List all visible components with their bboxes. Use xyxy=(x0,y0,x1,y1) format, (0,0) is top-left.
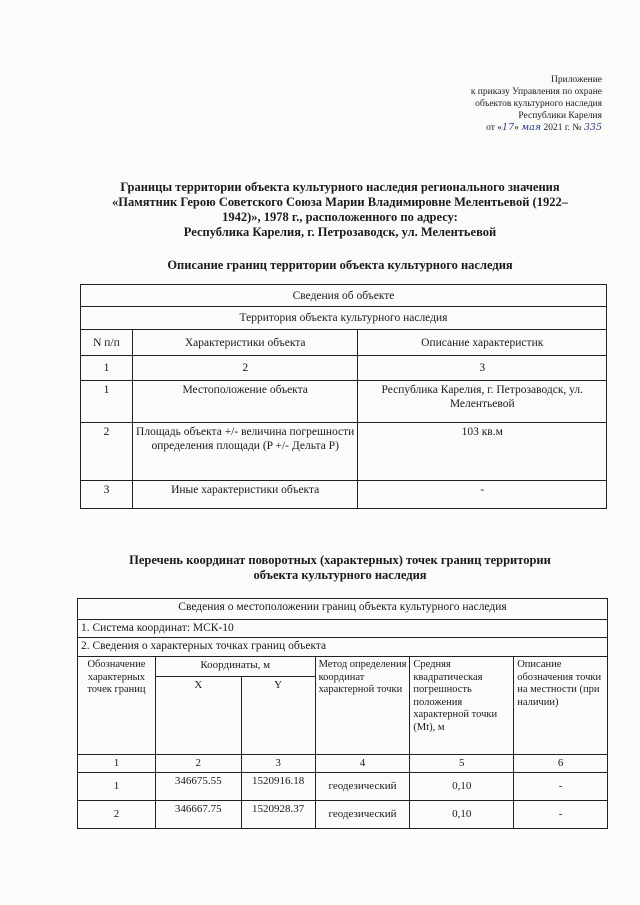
point-method: геодезический xyxy=(315,773,410,801)
appendix-block xyxy=(382,74,602,134)
row-description: Республика Карелия, г. Петрозаводск, ул. Мелентьевой xyxy=(358,381,607,423)
title-line: Республика Карелия, г. Петрозаводск, ул. Мелентьевой xyxy=(183,225,497,239)
section-subtitle: Описание границ территории объекта культурного наследия xyxy=(167,258,513,272)
title-line: Границы территории объекта культурного наследия регионального значения xyxy=(120,180,560,194)
date-year: 2021 г. № xyxy=(541,123,584,133)
point-x: 346667.75 xyxy=(155,801,241,829)
date-month: мая xyxy=(521,122,542,133)
table-row xyxy=(81,381,607,423)
order-number: 335 xyxy=(583,122,602,133)
appendix-line: к приказу Управления по охране xyxy=(470,87,602,97)
point-accuracy: 0,10 xyxy=(410,801,514,829)
object-info-table xyxy=(80,284,607,509)
points-info-header: 2. Сведения о характерных точках границ объекта xyxy=(78,638,608,657)
table-row xyxy=(78,801,608,829)
row-number: 1 xyxy=(81,381,133,423)
point-y: 1520928.37 xyxy=(241,801,315,829)
column-header-coordinates: Координаты, м xyxy=(155,657,315,677)
row-characteristic: Местоположение объекта xyxy=(132,381,358,423)
column-header-y: Y xyxy=(241,677,315,755)
row-characteristic: Иные характеристики объекта xyxy=(132,481,358,509)
row-description: 103 кв.м xyxy=(358,423,607,481)
coordinates-title xyxy=(70,553,610,583)
column-header-x: X xyxy=(155,677,241,755)
column-number: 3 xyxy=(241,755,315,773)
point-number: 1 xyxy=(78,773,156,801)
column-header-method: Метод определения координат характерной точки xyxy=(315,657,410,755)
coordinate-system: 1. Система координат: МСК-10 xyxy=(78,620,608,638)
title-line: «Памятник Герою Советского Союза Марии Владимировне Мелентьевой (1922– xyxy=(112,195,568,209)
row-characteristic: Площадь объекта +/- величина погрешности определения площади (P +/- Дельта P) xyxy=(132,423,358,481)
appendix-date xyxy=(382,122,602,134)
coordinates-table xyxy=(77,598,608,829)
column-header: Описание характеристик xyxy=(358,330,607,356)
column-header-description: Описание обозначения точки на местности (при наличии) xyxy=(514,657,608,755)
table-section-header: Сведения о местоположении границ объекта культурного наследия xyxy=(78,599,608,620)
point-x: 346675.55 xyxy=(155,773,241,801)
appendix-line: объектов культурного наследия xyxy=(475,99,602,109)
column-header: Характеристики объекта xyxy=(132,330,358,356)
column-number: 2 xyxy=(132,356,358,381)
point-description: - xyxy=(514,773,608,801)
appendix-line: Республики Карелия xyxy=(518,111,602,121)
date-prefix: от « xyxy=(486,123,503,133)
column-number: 4 xyxy=(315,755,410,773)
column-header-designation: Обозначение характерных точек границ xyxy=(78,657,156,755)
column-number: 2 xyxy=(155,755,241,773)
point-method: геодезический xyxy=(315,801,410,829)
appendix-line: Приложение xyxy=(551,75,602,85)
column-number: 1 xyxy=(81,356,133,381)
point-number: 2 xyxy=(78,801,156,829)
date-mid: » xyxy=(514,123,522,133)
column-number: 1 xyxy=(78,755,156,773)
row-number: 2 xyxy=(81,423,133,481)
column-header-accuracy: Средняя квадратическая погрешность положения характерной точки (Mt), м xyxy=(410,657,514,755)
document-title xyxy=(70,180,610,240)
column-number: 3 xyxy=(358,356,607,381)
title-line: Перечень координат поворотных (характерных) точек границ территории xyxy=(129,553,551,567)
table-section-header: Территория объекта культурного наследия xyxy=(81,307,607,330)
date-day: 17 xyxy=(502,122,515,133)
title-line: объекта культурного наследия xyxy=(253,568,427,582)
table-row xyxy=(81,423,607,481)
table-row xyxy=(78,773,608,801)
column-header: N п/п xyxy=(81,330,133,356)
row-description: - xyxy=(358,481,607,509)
table-section-header: Сведения об объекте xyxy=(81,285,607,307)
table-row xyxy=(81,481,607,509)
column-number: 5 xyxy=(410,755,514,773)
point-description: - xyxy=(514,801,608,829)
point-accuracy: 0,10 xyxy=(410,773,514,801)
row-number: 3 xyxy=(81,481,133,509)
title-line: 1942)», 1978 г., расположенного по адресу: xyxy=(222,210,458,224)
point-y: 1520916.18 xyxy=(241,773,315,801)
column-number: 6 xyxy=(514,755,608,773)
